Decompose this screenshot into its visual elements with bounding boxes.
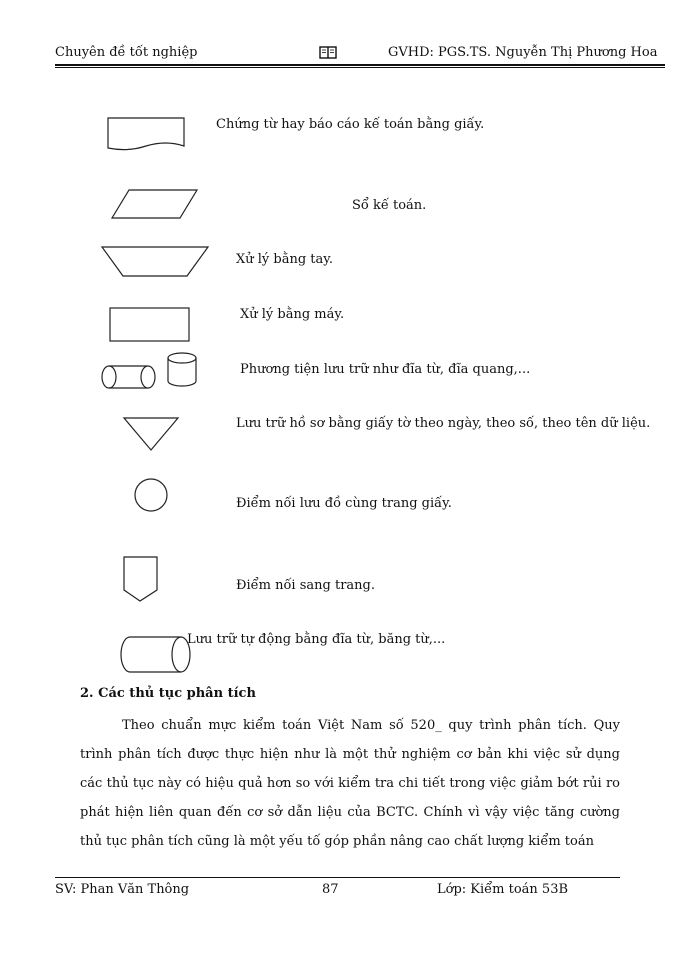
- pentagon-shape: [124, 557, 157, 601]
- rectangle-shape: [110, 308, 189, 341]
- triangle-shape: [124, 418, 178, 450]
- header-right: GVHD: PGS.TS. Nguyễn Thị Phương Hoa: [388, 45, 658, 60]
- footer-rule: [55, 877, 620, 878]
- legend-label-machine-process: Xử lý bằng máy.: [240, 307, 345, 322]
- trapezoid-shape: [102, 247, 208, 276]
- horizontal-cylinder-shape: [102, 366, 155, 388]
- footer-student: SV: Phan Văn Thông: [55, 882, 190, 897]
- legend-label-document: Chứng từ hay báo cáo kế toán bằng giấy.: [216, 117, 485, 132]
- section-paragraph: Theo chuẩn mực kiểm toán Việt Nam số 520_ quy trình phân tích. Quy trình phân tích được thực hiện như là một thử nghiệm cơ bản khi việc sử dụng các thủ tục này có hiệu quả hơn so với kiểm tra chi tiết trong việc giảm bớt rủi ro phát hiện liên quan đến cơ sở dẫn liệu của BCTC. Chính vì vậy việc tăng cường thủ tục phân tích cũng là một yếu tố góp phần nâng cao chất lượng kiểm toán: [80, 718, 620, 849]
- legend-label-paper-file: Lưu trữ hồ sơ bằng giấy tờ theo ngày, theo số, theo tên dữ liệu.: [236, 416, 651, 431]
- legend-label-off-page-connector: Điểm nối sang trang.: [236, 578, 375, 593]
- header-left: Chuyên đề tốt nghiệp: [55, 45, 198, 60]
- legend-label-ledger: Sổ kế toán.: [352, 198, 427, 213]
- legend-label-storage-media: Phương tiện lưu trữ như đĩa từ, đĩa quang,...: [240, 362, 531, 377]
- legend-label-direct-storage: Lưu trữ tự động bằng đĩa từ, băng từ,...: [187, 632, 446, 647]
- drum-shape: [121, 637, 190, 672]
- document-shape: [108, 118, 184, 150]
- parallelogram-shape: [112, 190, 197, 218]
- vertical-cylinder-shape: [168, 353, 196, 386]
- page-number: 87: [322, 882, 339, 897]
- legend-label-on-page-connector: Điểm nối lưu đồ cùng trang giấy.: [236, 496, 452, 511]
- footer-class: Lớp: Kiểm toán 53B: [437, 882, 569, 897]
- section-title: 2. Các thủ tục phân tích: [80, 686, 256, 701]
- circle-shape: [135, 479, 167, 511]
- legend-label-manual-process: Xử lý bằng tay.: [236, 252, 334, 267]
